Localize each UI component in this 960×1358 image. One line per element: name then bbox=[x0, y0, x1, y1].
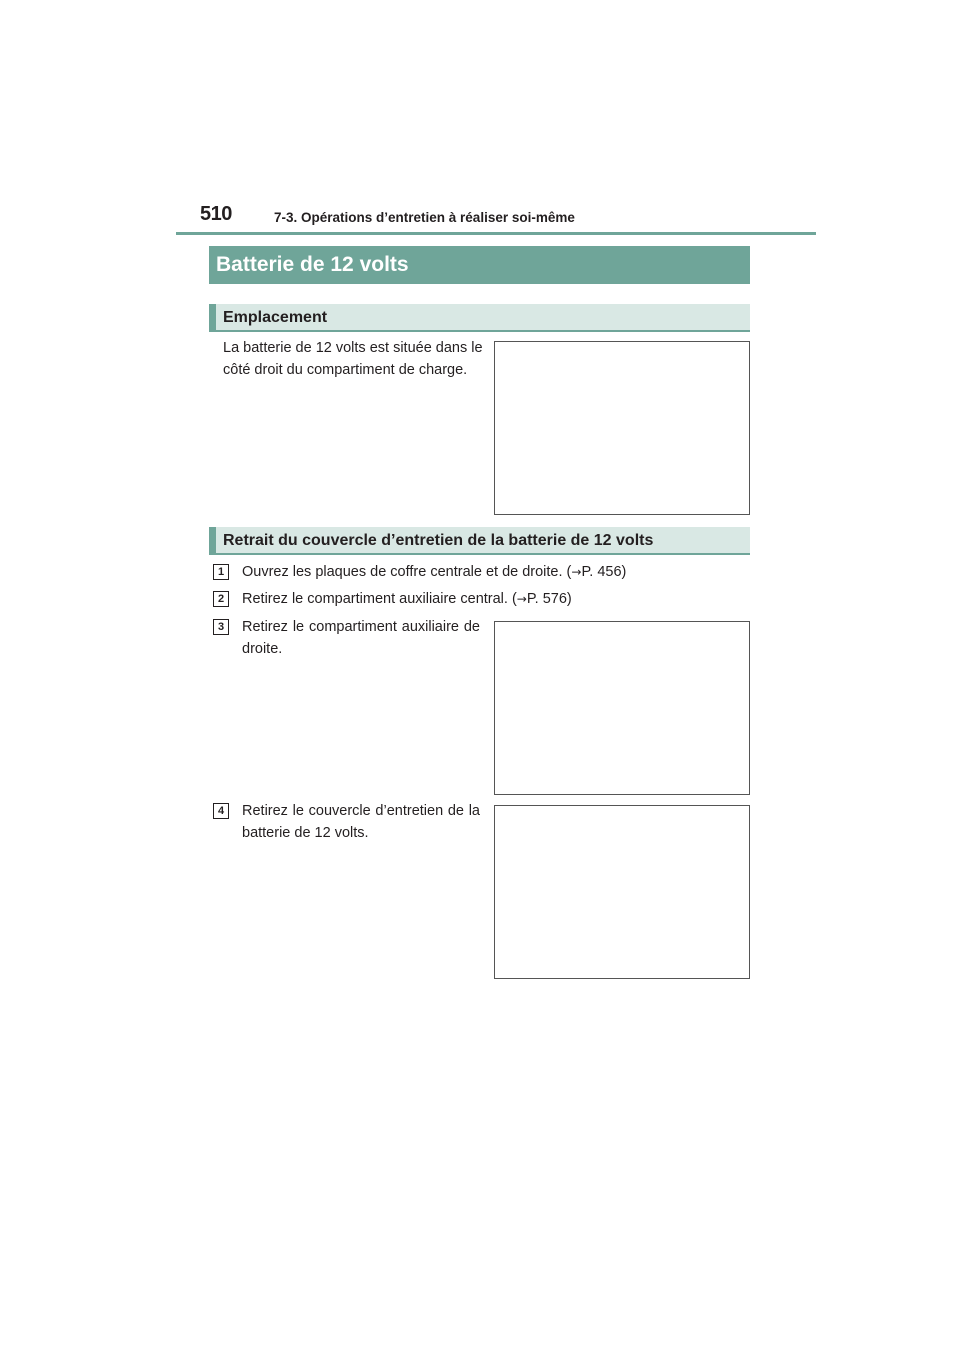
header-divider bbox=[176, 232, 816, 235]
battery-location-illustration bbox=[494, 341, 750, 515]
step-2-page-ref[interactable]: P. 576) bbox=[526, 591, 572, 607]
section-title: Batterie de 12 volts bbox=[216, 253, 409, 276]
location-heading: Emplacement bbox=[209, 304, 750, 332]
step-1-page-ref[interactable]: P. 456) bbox=[581, 564, 627, 580]
step-number-2: 2 bbox=[213, 591, 229, 607]
page-number: 510 bbox=[200, 203, 232, 225]
step-3-text: Retirez le compartiment auxiliaire de droite. bbox=[242, 619, 480, 657]
location-text: La batterie de 12 volts est située dans le côté droit du compartiment de charge. bbox=[223, 340, 483, 378]
step-1-text bbox=[242, 561, 752, 583]
step-2-text-main: Retirez le compartiment auxiliaire central. ( bbox=[242, 591, 517, 607]
removal-heading: Retrait du couvercle d’entretien de la batterie de 12 volts bbox=[209, 527, 750, 555]
step-1-text-main: Ouvrez les plaques de coffre centrale et de droite. ( bbox=[242, 564, 572, 580]
step-number-4: 4 bbox=[213, 803, 229, 819]
step-4-text: Retirez le couvercle d’entretien de la batterie de 12 volts. bbox=[242, 803, 480, 841]
service-cover-illustration bbox=[494, 805, 750, 979]
arrow-right-icon: → bbox=[516, 592, 527, 606]
chapter-title: 7-3. Opérations d’entretien à réaliser soi-même bbox=[274, 210, 575, 225]
step-number-3: 3 bbox=[213, 619, 229, 635]
step-number-1: 1 bbox=[213, 564, 229, 580]
section-title-bar bbox=[209, 246, 750, 284]
step-2-text bbox=[242, 588, 752, 610]
arrow-right-icon: → bbox=[571, 565, 582, 579]
right-compartment-illustration bbox=[494, 621, 750, 795]
